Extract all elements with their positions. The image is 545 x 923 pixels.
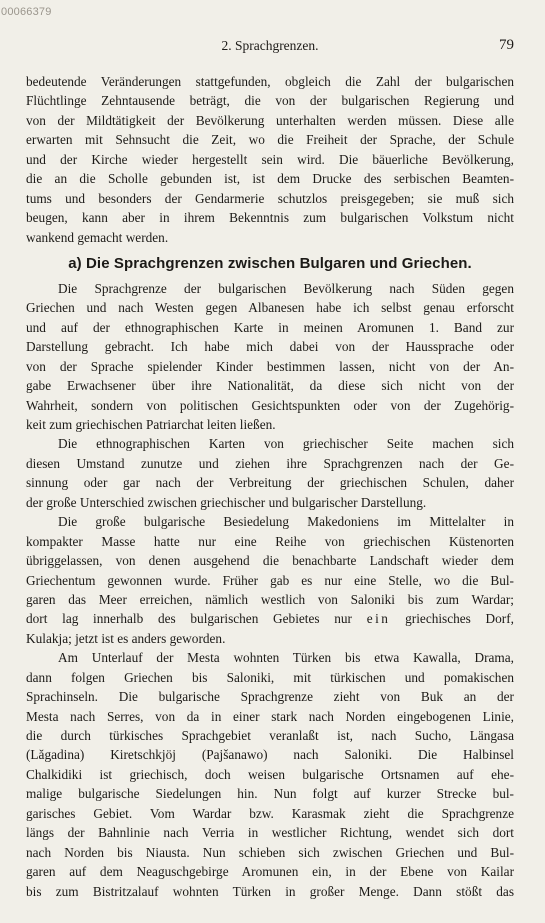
paragraph: [26, 648, 514, 901]
text-line: die an die Scholle gebunden ist, ist dem Drucke des serbischen Beamten-: [26, 171, 514, 187]
text-line: [26, 609, 514, 628]
text-line: kompakter Masse hatte nur eine Reihe von griechischen Küstenorten: [26, 533, 514, 549]
section-heading: a) Die Sprachgrenzen zwischen Bulgaren und Griechen.: [68, 254, 472, 272]
text-line: längs der Bahnlinie nach Verria in westlicher Richtung, wendet sich dort: [26, 825, 514, 841]
paragraph: [26, 512, 514, 648]
text-line: Flüchtlinge Zehntausende beträgt, die von der bulgarischen Regierung und: [26, 93, 514, 109]
text-line: beugen, kann aber in ihrem Bekenntnis zum bulgarischen Volkstum nicht: [26, 210, 514, 226]
text-line: erwarten mit Sehnsucht die Zeit, wo die Freiheit der Sprache, der Schule: [26, 132, 514, 148]
text-line: Die ethnographischen Karten von griechischer Seite machen sich: [58, 436, 514, 452]
text-line: Kulakja; jetzt ist es anders geworden.: [26, 630, 226, 646]
emphasized-word: ein: [366, 611, 391, 627]
text-line: Griechen und nach Westen gegen Albanesen habe ich selbst genau erforscht: [26, 300, 514, 316]
text-line: Die große bulgarische Besiedelung Makedoniens im Mittelalter in: [58, 514, 514, 530]
text-line: Darstellung gebracht. Ich habe mich dabei von der Haussprache oder: [26, 339, 514, 355]
text-line: garisches Gebiet. Vom Wardar bzw. Karasmak zieht die Sprachgrenze: [26, 805, 514, 821]
text-line: von der Mildtätigkeit der Bevölkerung unterhalten werden müssen. Diese alle: [26, 112, 514, 128]
page-number: 79: [499, 37, 514, 53]
text-line: diesen Umstand zunutze und ziehen ihre Sprachgrenzen nach der Ge-: [26, 455, 514, 471]
text-line: Sprachinseln. Die bulgarische Sprachgrenze zieht von Buk an der: [26, 689, 514, 705]
text-line: und der Kirche wieder hergestellt sein wird. Die bäuerliche Bevölkerung,: [26, 151, 514, 167]
text-fragment: dort lag innerhalb des bulgarischen Gebietes nur: [26, 611, 352, 627]
text-line: dann folgen Griechen bis Saloniki, mit türkischen und pomakischen: [26, 669, 514, 685]
text-line: garen das Meer erreichen, nämlich westlich von Saloniki bis zum Wardar;: [26, 591, 514, 607]
page-header: [26, 38, 514, 56]
text-fragment: griechisches Dorf,: [405, 611, 514, 627]
text-line: Die Sprachgrenze der bulgarischen Bevölkerung nach Süden gegen: [58, 280, 514, 296]
text-line: nach Norden bis Niausta. Nun schieben sich zwischen Griechen und Bul-: [26, 844, 514, 860]
text-line: malige bulgarische Siedelungen hin. Nun folgt auf kurzer Strecke bul-: [26, 786, 514, 802]
text-line: Mesta nach Serres, von da in einer stark nach Norden eingebogenen Linie,: [26, 708, 514, 724]
scan-id: 00066379: [1, 6, 52, 18]
running-head: 2. Sprachgrenzen.: [221, 38, 319, 53]
text-line: von der Sprache spielender Kinder bestimmen lassen, nicht von der An-: [26, 358, 514, 374]
text-line: bedeutende Veränderungen stattgefunden, obgleich die Zahl der bulgarischen: [26, 74, 514, 89]
text-line: bis zum Bistritzalauf wohnten Türken in großer Menge. Dann stößt das: [26, 883, 514, 899]
text-line: garen auf dem Neaguschgebirge Aromunen ein, in der Ebene von Kailar: [26, 864, 514, 880]
text-line: wankend gemacht werden.: [26, 229, 169, 245]
paragraph: [26, 279, 514, 435]
text-line: übriggelassen, von denen ausgehend die benachbarte Landschaft wieder dem: [26, 553, 514, 569]
paragraph: [26, 72, 514, 247]
text-line: sinnung oder gar nach der Verbreitung der griechischen Schulen, daher: [26, 475, 514, 491]
text-line: Am Unterlauf der Mesta wohnten Türken bis etwa Kawalla, Drama,: [58, 650, 514, 666]
text-line: Griechentum gewonnen wurde. Früher gab es nur eine Stelle, wo die Bul-: [26, 572, 514, 588]
text-line: Wahrheit, sondern von politischen Gesichtspunkten oder von der Zugehörig-: [26, 397, 514, 413]
text-line: und auf der ethnographischen Karte in meinen Aromunen 1. Band zur: [26, 319, 514, 335]
text-line: die durch türkisches Sprachgebiet veranlaßt ist, nach Sucho, Längasa: [26, 728, 514, 743]
text-line: tums und besonders der Gendarmerie schutzlos preisgegeben; sie muß sich: [26, 190, 514, 206]
text-line: der große Unterschied zwischen griechischer und bulgarischer Darstellung.: [26, 494, 427, 510]
text-line: gabe Erwachsener über ihre Nationalität, da diese sich nicht von der: [26, 378, 514, 394]
body-text: [26, 72, 514, 901]
text-line: (Lăgadina) Kiretschkjöj (Pajšanawo) nach Saloniki. Die Halbinsel: [26, 747, 514, 763]
text-line: keit zum griechischen Patriarchat leiten ließen.: [26, 417, 276, 432]
paragraph: [26, 434, 514, 512]
text-line: Chalkidiki ist griechisch, doch weisen bulgarische Ortsnamen auf ehe-: [26, 766, 514, 782]
